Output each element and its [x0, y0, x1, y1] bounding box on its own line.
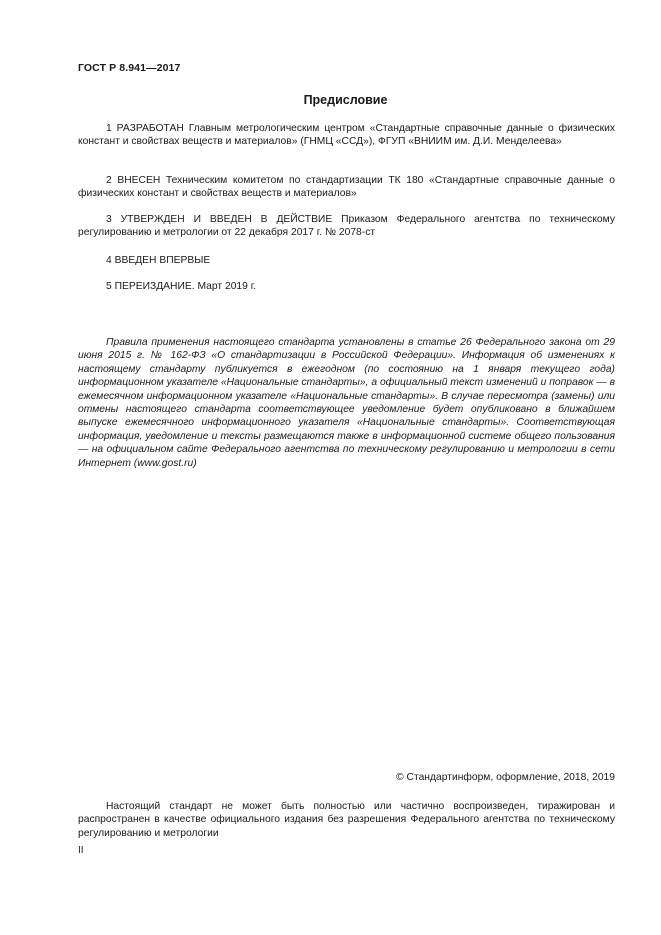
foreword-item-4: 4 ВВЕДЕН ВПЕРВЫЕ — [106, 255, 211, 266]
foreword-item-3: 3 УТВЕРЖДЕН И ВВЕДЕН В ДЕЙСТВИЕ Приказом Федерального агентства по техническому регулированию и метрологии от 22 декабря 2017 г. № 2078-ст — [78, 214, 615, 239]
copyright-line: © Стандартинформ, оформление, 2018, 2019 — [396, 772, 615, 783]
page-number: II — [78, 845, 84, 856]
page-title: Предисловие — [303, 93, 388, 107]
application-rules-note: Правила применения настоящего стандарта установлены в статье 26 Федерального закона от 29 июня 2015 г. № 162-ФЗ «О стандартизации в Российской Федерации». Информация об изменениях к настоящему стандарту публикуется в ежегодном (по состоянию на 1 января текущего года) информационном указателе «Национальные стандарты», а официальный текст изменений и поправок — в ежемесячном информационном указателе «Национальные стандарты». В случае пересмотра (замены) или отмены настоящего стандарта соответствующее уведомление будет опубликовано в ближайшем выпуске ежемесячного информационного указателя «Национальные стандарты». Соответствующая информация, уведомление и тексты размещаются также в информационной системе общего пользования — на официальном сайте Федерального агентства по техническому регулированию и метрологии в сети Интернет (www.gost.ru) — [78, 337, 615, 469]
reproduction-notice: Настоящий стандарт не может быть полностью или частично воспроизведен, тиражирован и распространен в качестве официального издания без разрешения Федерального агентства по техническому регулированию и метрологии — [78, 801, 615, 839]
foreword-item-2: 2 ВНЕСЕН Техническим комитетом по стандартизации ТК 180 «Стандартные справочные данные о физических констант и свойствах веществ и материалов» — [78, 175, 615, 200]
document-code: ГОСТ Р 8.941—2017 — [78, 62, 181, 74]
foreword-item-1: 1 РАЗРАБОТАН Главным метрологическим центром «Стандартные справочные данные о физических констант и свойствах веществ и материалов» (ГНМЦ «ССД»), ФГУП «ВНИИМ им. Д.И. Менделеева» — [78, 123, 615, 148]
foreword-item-5: 5 ПЕРЕИЗДАНИЕ. Март 2019 г. — [106, 281, 257, 292]
